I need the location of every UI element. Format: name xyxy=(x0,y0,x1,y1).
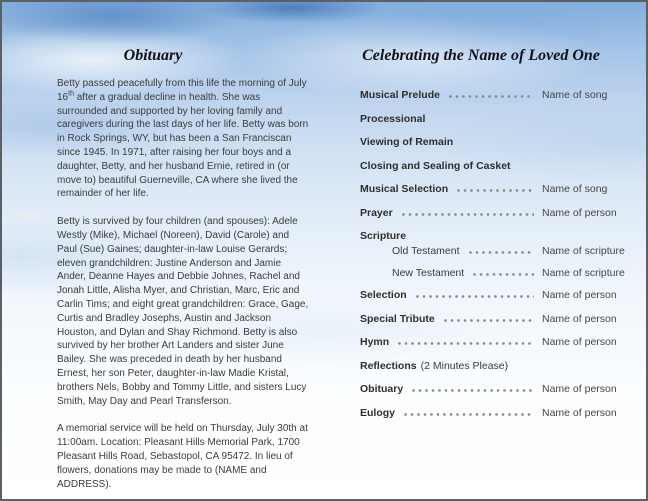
item-label: Special Tribute xyxy=(360,312,435,325)
program-item-musical-prelude xyxy=(360,89,622,102)
service-title: Celebrating the Name of Loved One xyxy=(362,47,600,64)
dot-leader xyxy=(416,295,534,298)
item-label: Musical Selection xyxy=(360,183,449,195)
program-item-eulogy xyxy=(360,407,622,420)
item-value: Name of person xyxy=(542,406,617,419)
dot-leader xyxy=(404,413,534,416)
dot-leader xyxy=(449,95,534,98)
dot-leader xyxy=(444,319,534,322)
item-label: Viewing of Remain xyxy=(360,136,454,148)
program-item-scripture xyxy=(360,230,622,243)
obituary-panel xyxy=(57,46,309,501)
item-label: Hymn xyxy=(360,336,390,348)
item-value: Name of song xyxy=(542,183,608,195)
paragraph-1-continued: after a gradual decline in health. She was surrounded and supported by her loving family and caregivers during the last days of her life. Betty was born in Rock Springs, WY, but has been a San Franciscan since 1945. In 1971, after raising her four boys and a daughter, Betty, and her husband Ernie, retired in (or move to) beautiful Guerneville, CA where she lived the remainder of her life. xyxy=(57,91,309,200)
program-item-reflections xyxy=(360,360,622,373)
obituary-title: Obituary xyxy=(123,47,183,64)
paragraph-1-text: Betty passed peacefully from this life the morning of July 16 xyxy=(57,78,307,103)
item-value: Name of person xyxy=(542,206,617,219)
item-value: Name of person xyxy=(542,312,617,325)
program-item-processional xyxy=(360,113,622,126)
program-item-closing-and-sealing-of-casket xyxy=(360,160,622,173)
item-value: Name of song xyxy=(542,89,608,101)
dot-leader xyxy=(398,342,534,345)
watermark-text: Servi xyxy=(19,211,43,223)
item-label: Obituary xyxy=(360,383,404,395)
item-note: (2 Minutes Please) xyxy=(420,359,509,372)
item-label: Musical Prelude xyxy=(360,89,440,101)
program-item-hymn xyxy=(360,336,622,349)
obituary-paragraph-1 xyxy=(57,77,309,201)
item-label: Prayer xyxy=(360,206,393,219)
program-item-viewing-of-remain xyxy=(360,136,622,149)
program-item-musical-selection xyxy=(360,183,622,196)
item-label: Selection xyxy=(360,289,407,301)
item-value: Name of person xyxy=(542,383,617,395)
program-item-new-testament xyxy=(360,267,625,280)
dot-leader xyxy=(412,389,534,392)
program-item-old-testament xyxy=(360,245,625,258)
program-item-prayer xyxy=(360,207,622,220)
item-label: New Testament xyxy=(392,267,465,279)
dot-leader xyxy=(469,251,534,254)
program-item-special-tribute xyxy=(360,313,622,326)
item-label: Scripture xyxy=(360,230,407,242)
item-value: Name of person xyxy=(542,336,617,348)
item-label: Eulogy xyxy=(360,406,396,419)
item-value: Name of scripture xyxy=(542,245,625,257)
item-label: Reflections xyxy=(360,359,417,372)
item-label: Old Testament xyxy=(392,245,460,257)
ordinal-superscript: th xyxy=(68,90,74,98)
obituary-paragraph-2: Betty is survived by four children (and spouses): Adele Westly (Mike), Michael (Noreen), David (Carole) and Paul (Sue) Gaines; daughter-in-law Louise Gerards; eleven grandchildren: Justine Anderson and Jamie Ander, Deanne Hayes and Debbie Johnes, Rachel and Jonah Little, Alisha Myer, and Christian, Marc, Eric and Carlin Tims; and eight great grandchildren: Grace, Gage, Curtis and Bradley Josephs, Austin and Jackson Houston, and Dylan and Shay Richmond. Betty is also survived by her brother Art Landers and sister June Bailey. She was preceded in death by her husband Ernest, her son Peter, daughter-in-law Madie Kristal, brothers Nels, Bobby and Tommy Little, and sisters Lucy Smith, May Day and Pearl Transferson. xyxy=(57,216,309,407)
item-value: Name of scripture xyxy=(542,267,625,279)
dot-leader xyxy=(473,273,534,276)
dot-leader xyxy=(457,189,534,192)
item-value: Name of person xyxy=(542,289,617,301)
order-of-service-panel xyxy=(360,46,625,430)
item-label: Closing and Sealing of Casket xyxy=(360,159,511,172)
obituary-paragraph-3: A memorial service will be held on Thursday, July 30th at 11:00am. Location: Pleasant Hills Memorial Park, 1700 Pleasant Hills Road, Sebastopol, CA 95472. In lieu of flowers, donations may be made to (NAME and ADDRESS). xyxy=(57,423,308,490)
dot-leader xyxy=(402,213,534,216)
program-item-selection xyxy=(360,289,622,302)
program-item-obituary xyxy=(360,383,622,396)
item-label: Processional xyxy=(360,112,426,125)
